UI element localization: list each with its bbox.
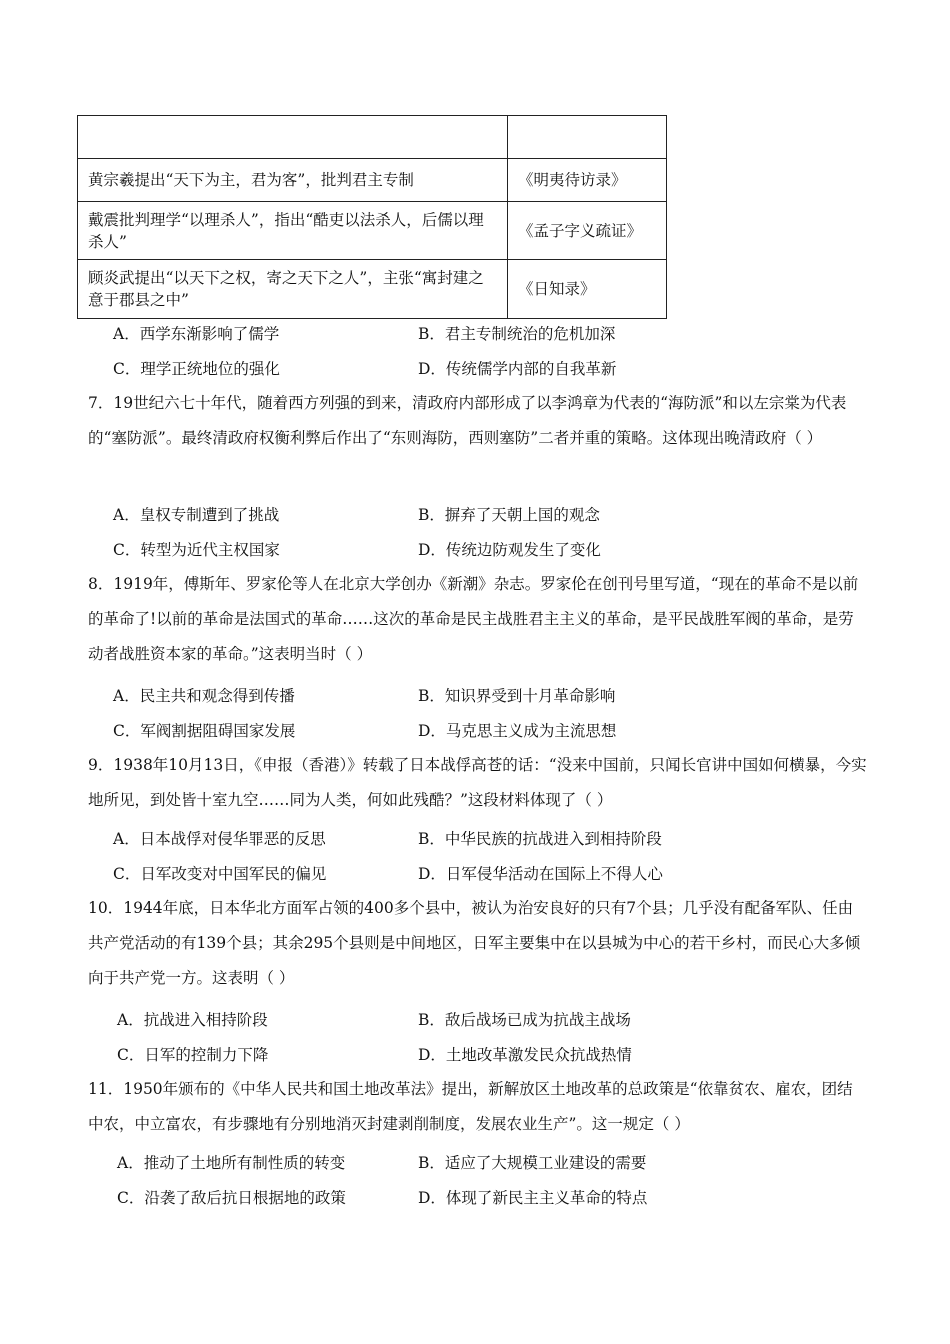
table-cell-content: 戴震批判理学“以理杀人”，指出“酷吏以法杀人，后儒以理杀人” — [78, 202, 508, 260]
q7-option-c: C．转型为近代主权国家 — [113, 541, 280, 559]
q9-option-b: B．中华民族的抗战进入到相持阶段 — [418, 830, 662, 848]
q8-option-a: A．民主共和观念得到传播 — [113, 687, 295, 705]
q10-option-a: A．抗战进入相持阶段 — [117, 1011, 268, 1029]
q8-option-c: C．军阀割据阻碍国家发展 — [113, 722, 296, 740]
table-cell-book: 《孟子字义疏证》 — [508, 202, 667, 260]
q9-option-d: D．日军侵华活动在国际上不得人心 — [418, 865, 663, 883]
q9-option-a: A．日本战俘对侵华罪恶的反思 — [113, 830, 326, 848]
q10-option-d: D．土地改革激发民众抗战热情 — [418, 1046, 632, 1064]
q6-option-a: A．西学东渐影响了儒学 — [113, 325, 280, 343]
q7-option-d: D．传统边防观发生了变化 — [418, 541, 601, 559]
q8-stem: 8．1919年，傅斯年、罗家伦等人在北京大学创办《新潮》杂志。罗家伦在创刊号里写道，“现在的革命不是以前的革命了!以前的革命是法国式的革命……这次的革命是民主战胜君主主义的革命，是平民战胜军阀的革命，是劳动者战胜资本家的革命。”这表明当时（ ） — [88, 575, 859, 663]
q11-option-a: A．推动了土地所有制性质的转变 — [117, 1154, 346, 1172]
table-row — [78, 159, 667, 202]
q11-option-d: D．体现了新民主主义革命的特点 — [418, 1189, 648, 1207]
table-row — [78, 202, 667, 260]
table-cell-content: 黄宗羲提出“天下为主，君为客”，批判君主专制 — [78, 159, 508, 202]
q6-option-c: C．理学正统地位的强化 — [113, 360, 280, 378]
q11-option-b: B．适应了大规模工业建设的需要 — [418, 1154, 647, 1172]
table-row — [78, 260, 667, 319]
table-header-cell — [508, 116, 667, 159]
q8-option-b: B．知识界受到十月革命影响 — [418, 687, 616, 705]
q7-option-b: B．摒弃了天朝上国的观念 — [418, 506, 600, 524]
q10-option-b: B．敌后战场已成为抗战主战场 — [418, 1011, 631, 1029]
source-table — [77, 115, 667, 319]
q11-option-c: C．沿袭了敌后抗日根据地的政策 — [117, 1189, 346, 1207]
q11-stem: 11．1950年颁布的《中华人民共和国土地改革法》提出，新解放区土地改革的总政策是“依靠贫农、雇农，团结中农，中立富农，有步骤地有分别地消灭封建剥削制度，发展农业生产”。这一规定（ ） — [88, 1080, 853, 1133]
q8-option-d: D．马克思主义成为主流思想 — [418, 722, 617, 740]
table-cell-content: 顾炎武提出“以天下之权，寄之天下之人”，主张“寓封建之意于郡县之中” — [78, 260, 508, 319]
q6-option-d: D．传统儒学内部的自我革新 — [418, 360, 617, 378]
q7-option-a: A．皇权专制遭到了挑战 — [113, 506, 280, 524]
q9-option-c: C．日军改变对中国军民的偏见 — [113, 865, 327, 883]
q9-stem: 9．1938年10月13日，《申报（香港）》转载了日本战俘高苍的话：“没来中国前，只闻长官讲中国如何横暴，今实地所见，到处皆十室九空……同为人类，何如此残酷？”这段材料体现了（ ） — [88, 756, 867, 809]
q10-stem: 10．1944年底，日本华北方面军占领的400多个县中，被认为治安良好的只有7个县；几乎没有配备军队、任由共产党活动的有139个县；其余295个县则是中间地区，日军主要集中在以县城为中心的若干乡村，而民心大多倾向于共产党一方。这表明（ ） — [88, 899, 861, 987]
q10-option-c: C．日军的控制力下降 — [117, 1046, 269, 1064]
table-cell-book: 《日知录》 — [508, 260, 667, 319]
q7-stem: 7．19世纪六七十年代，随着西方列强的到来，清政府内部形成了以李鸿章为代表的“海防派”和以左宗棠为代表的“塞防派”。最终清政府权衡利弊后作出了“东则海防，西则塞防”二者并重的策略。这体现出晚清政府（ ） — [88, 394, 847, 447]
table-header-cell — [78, 116, 508, 159]
q6-option-b: B．君主专制统治的危机加深 — [418, 325, 616, 343]
table-cell-book: 《明夷待访录》 — [508, 159, 667, 202]
table-header-row — [78, 116, 667, 159]
